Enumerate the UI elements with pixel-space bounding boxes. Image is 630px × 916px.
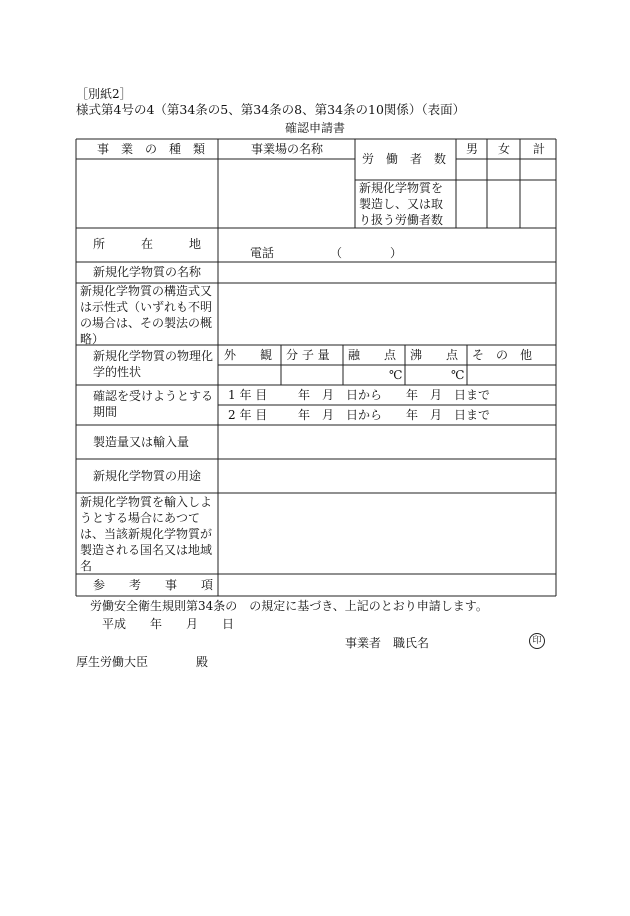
- applicant-label: 事業者 職氏名: [345, 636, 430, 650]
- usage-label: 新規化学物質の用途: [93, 469, 202, 483]
- workplace-name-label: 事業場の名称: [251, 142, 324, 156]
- year2-label: 2 年 目: [228, 408, 268, 422]
- boiling-point-unit: ℃: [451, 368, 465, 382]
- workers-count-label: 労 働 者 数: [362, 152, 447, 166]
- female-label: 女: [498, 142, 511, 156]
- workers-handling-label: 新規化学物質を製造し、又は取り扱う労働者数: [359, 181, 444, 227]
- location-label: 所 在 地: [93, 237, 202, 251]
- male-label: 男: [466, 142, 479, 156]
- physical-properties-label: 新規化学物質の物理化学的性状: [93, 349, 214, 379]
- date-line: 平成 年 月 日: [102, 617, 235, 631]
- import-country-label: 新規化学物質を輸入しようとする場合にあつては、当該新規化学物質が製造される国名又は地域名: [80, 495, 213, 573]
- boiling-point-label: 沸 点: [410, 348, 459, 362]
- seal-mark: 印: [529, 633, 545, 649]
- confirmation-period-label: 確認を受けようとする期間: [93, 389, 214, 419]
- business-type-label: 事 業 の 種 類: [97, 142, 206, 156]
- year1-label: 1 年 目: [228, 388, 268, 402]
- melting-point-unit: ℃: [389, 368, 403, 382]
- total-label: 計: [533, 142, 546, 156]
- molecular-weight-label: 分 子 量: [286, 348, 330, 362]
- page-title: 確認申請書: [285, 121, 346, 135]
- production-volume-label: 製造量又は輸入量: [93, 435, 190, 449]
- phone-parens: （ ）: [330, 246, 403, 260]
- other-label: そ の 他: [472, 348, 533, 362]
- attachment-label: ［別紙2］: [76, 87, 132, 101]
- addressee: 厚生労働大臣 殿: [76, 655, 209, 669]
- reference-label: 参 考 事 項: [93, 578, 214, 592]
- appearance-label: 外 観: [224, 348, 273, 362]
- structural-formula-label: 新規化学物質の構造式又は示性式（いずれも不明の場合は、その製法の概略）: [80, 284, 213, 346]
- declaration-text: 労働安全衛生規則第34条の の規定に基づき、上記のとおり申請します。: [90, 599, 488, 613]
- year2-period: 年 月 日から 年 月 日まで: [298, 408, 491, 422]
- chemical-name-label: 新規化学物質の名称: [93, 265, 202, 279]
- phone-label: 電話: [250, 246, 275, 260]
- year1-period: 年 月 日から 年 月 日まで: [298, 388, 491, 402]
- form-number: 様式第4号の4（第34条の5、第34条の8、第34条の10関係）（表面）: [76, 102, 466, 117]
- melting-point-label: 融 点: [348, 348, 397, 362]
